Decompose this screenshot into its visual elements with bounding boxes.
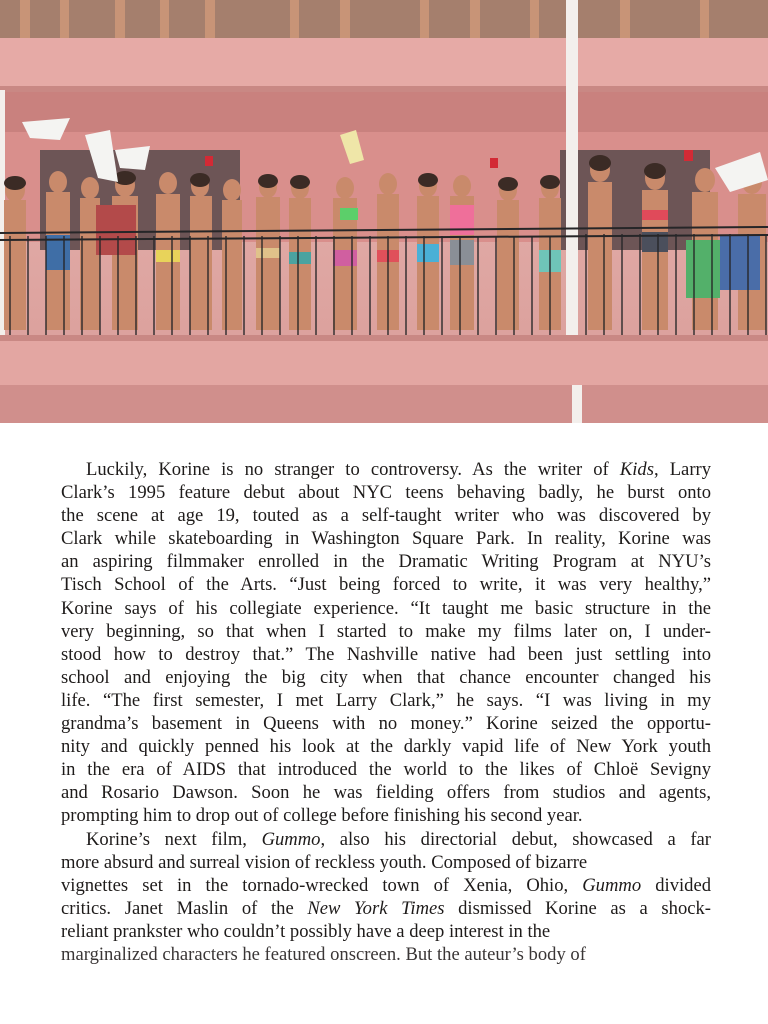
italic-title: Kids	[619, 459, 654, 480]
paragraph-1	[61, 458, 711, 828]
text-line: and Rosario Dawson. Soon he was fielding offers from studios and agents,	[61, 782, 711, 804]
balcony-scene-illustration	[0, 0, 768, 423]
text-line: Korine’s next film, Gummo, also his directorial debut, showcased a far	[86, 828, 711, 850]
text-line: Korine says of his collegiate experience. “It taught me basic structure in the	[61, 597, 711, 619]
text-line: nity and quickly penned his look at the darkly vapid life of New York youth	[61, 736, 711, 758]
article-body	[61, 458, 711, 966]
text-line: Tisch School of the Arts. “Just being forced to write, it was very healthy,”	[61, 574, 711, 596]
text-line: more absurd and surreal vision of reckless youth. Composed of bizarre	[61, 851, 588, 873]
paragraph-2	[61, 828, 711, 967]
text-line: the scene at age 19, touted as a self-taught writer who was discovered by	[61, 505, 711, 527]
text-line: reliant prankster who couldn’t possibly have a deep interest in the	[61, 920, 551, 942]
italic-title: Gummo	[582, 874, 642, 896]
text-line: grandma’s basement in Queens with no money.” Korine seized the opportu-	[61, 713, 711, 735]
text-line: life. “The first semester, I met Larry Clark,” he says. “I was living in my	[61, 689, 711, 711]
text-line: an aspiring filmmaker enrolled in the Dramatic Writing Program at NYU’s	[61, 551, 711, 573]
text-line: in the era of AIDS that introduced the world to the likes of Chloë Sevigny	[61, 759, 711, 781]
text-line: very beginning, so that when I started to make my films later on, I under-	[61, 620, 711, 642]
text-line: marginalized characters he featured onscreen. But the auteur’s body of	[61, 943, 586, 965]
balcony-party-photo	[0, 0, 768, 423]
text-line: Clark’s 1995 feature debut about NYC teens behaving badly, he burst onto	[61, 482, 711, 504]
text-line: stood how to destroy that.” The Nashville native had been just settling into	[61, 643, 711, 665]
text-line: Clark while skateboarding in Washington Square Park. In reality, Korine was	[61, 528, 711, 550]
text-line: Luckily, Korine is no stranger to controversy. As the writer of Kids, Larry	[86, 459, 711, 480]
text-line: critics. Janet Maslin of the New York Times dismissed Korine as a shock-	[61, 897, 711, 919]
italic-title: New York Times	[307, 897, 445, 919]
text-line: prompting him to drop out of college before finishing his second year.	[61, 805, 583, 827]
italic-title: Gummo	[261, 828, 321, 850]
text-line: school and enjoying the big city when that chance encounter changed his	[61, 666, 711, 688]
text-line: vignettes set in the tornado-wrecked town of Xenia, Ohio, Gummo divided	[61, 874, 711, 896]
